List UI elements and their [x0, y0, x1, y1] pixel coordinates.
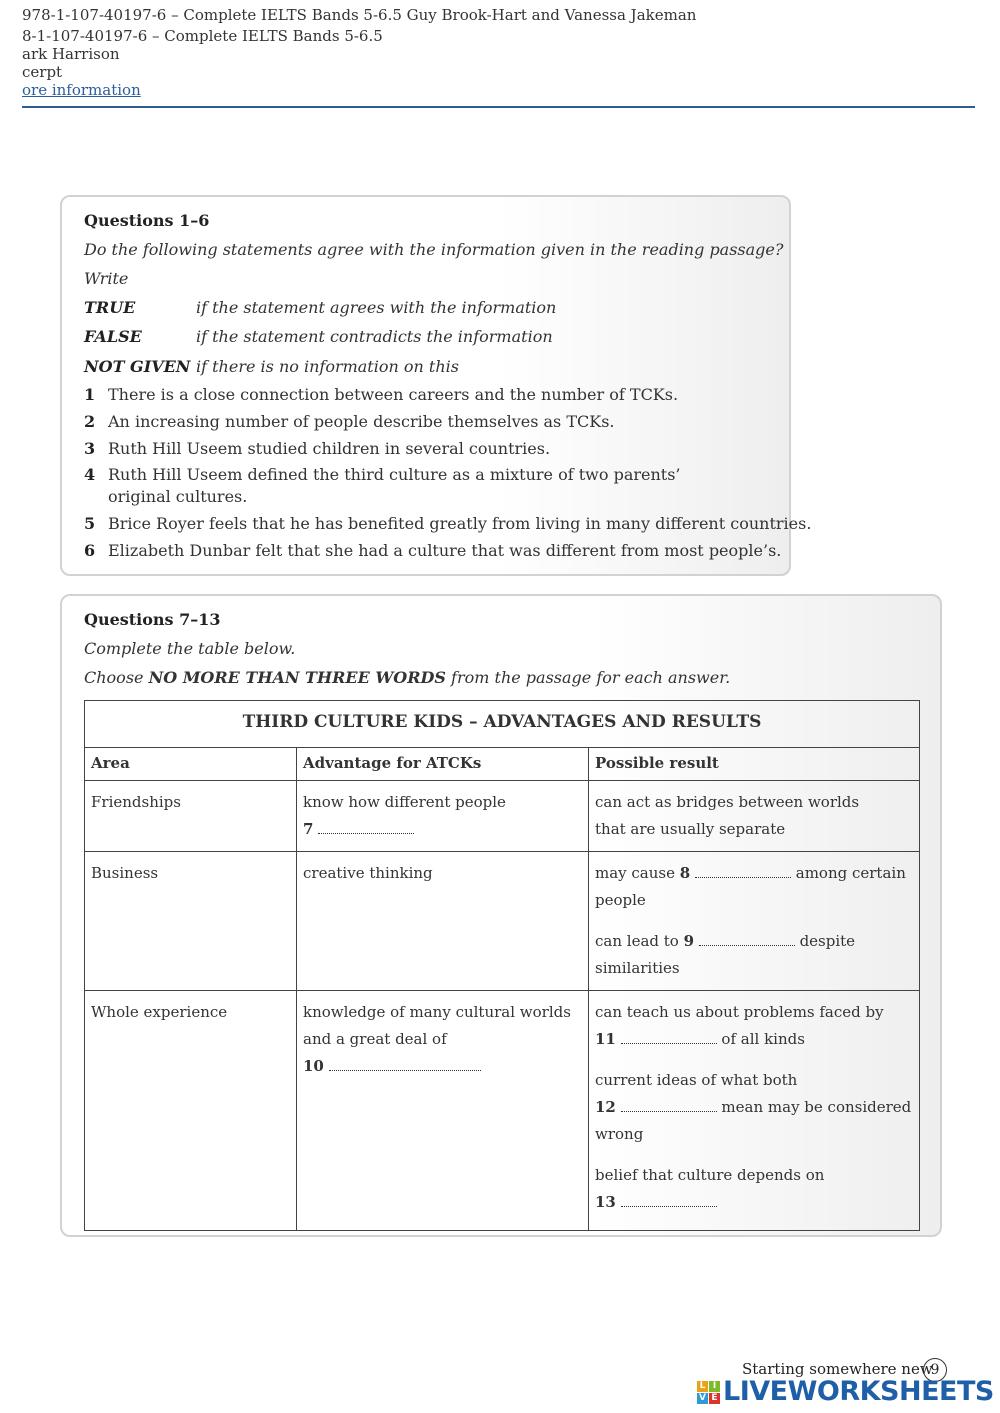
key-not-given-desc: if there is no information on this — [196, 357, 459, 376]
table-header-result: Possible result — [589, 748, 920, 781]
answer-blank-10[interactable] — [329, 1056, 481, 1071]
cell-area: Whole experience — [85, 991, 297, 1231]
questions-7-13-box — [60, 594, 942, 1237]
question-text: Elizabeth Dunbar felt that she had a culture that was different from most people’s. — [108, 541, 782, 560]
answer-blank-12[interactable] — [621, 1097, 717, 1112]
question-text: Brice Royer feels that he has benefited greatly from living in many different countries. — [108, 514, 812, 533]
header-excerpt: cerpt — [22, 63, 63, 81]
write-label: Write — [84, 269, 129, 288]
footer-unit-title: Starting somewhere new — [742, 1360, 933, 1378]
header-isbn: 8-1-107-40197-6 – Complete IELTS Bands 5-6.5 — [22, 27, 383, 45]
logo-letter: E — [709, 1393, 720, 1404]
result-line — [595, 1067, 913, 1148]
question-text: Ruth Hill Useem studied children in several countries. — [108, 439, 551, 458]
key-true-desc: if the statement agrees with the information — [196, 298, 557, 317]
question-number: 3 — [84, 439, 96, 458]
tck-table — [84, 700, 920, 1231]
cell-area: Friendships — [85, 781, 297, 852]
result-pre: can teach us about problems faced by — [595, 1003, 884, 1021]
gap-number: 13 — [595, 1193, 616, 1211]
result-line — [595, 999, 913, 1053]
header-author: ark Harrison — [22, 45, 120, 63]
gap-number: 9 — [683, 932, 695, 950]
section2-word-limit — [84, 668, 730, 687]
answer-blank-7[interactable] — [318, 819, 414, 834]
question-number: 4 — [84, 465, 96, 484]
gap-number: 8 — [679, 864, 691, 882]
gap-number: 11 — [595, 1030, 616, 1048]
question-number: 5 — [84, 514, 96, 533]
logo-letter: V — [697, 1393, 708, 1404]
instruction-post: from the passage for each answer. — [445, 668, 731, 687]
section1-title: Questions 1–6 — [84, 211, 210, 230]
result-line — [595, 928, 913, 982]
table-header-area: Area — [85, 748, 297, 781]
question-number: 1 — [84, 385, 96, 404]
section1-instruction: Do the following statements agree with the information given in the reading passage? — [84, 240, 784, 259]
table-row — [85, 852, 920, 991]
logo-letter: I — [709, 1381, 720, 1392]
questions-1-6-box — [60, 195, 812, 576]
result-line — [595, 1162, 913, 1216]
gap-number: 12 — [595, 1098, 616, 1116]
instruction-pre: Choose — [84, 668, 149, 687]
cell-result — [589, 991, 920, 1231]
cell-advantage — [297, 781, 589, 852]
cell-result — [589, 852, 920, 991]
result-pre: belief that culture depends on — [595, 1166, 825, 1184]
table-row — [85, 991, 920, 1231]
word-limit: NO MORE THAN THREE WORDS — [148, 668, 446, 687]
key-true: TRUE — [84, 298, 136, 317]
result-pre: may cause — [595, 864, 680, 882]
result-post: among certain people — [595, 864, 906, 909]
question-text: Ruth Hill Useem defined the third culture as a mixture of two parents’ original cultures. — [108, 465, 681, 506]
advantage-text: knowledge of many cultural worlds and a great deal of — [303, 1003, 571, 1048]
key-not-given: NOT GIVEN — [84, 357, 191, 376]
table-row — [85, 781, 920, 852]
question-text: An increasing number of people describe themselves as TCKs. — [108, 412, 615, 431]
key-false-desc: if the statement contradicts the information — [196, 327, 553, 346]
liveworksheets-logo-icon — [697, 1381, 721, 1405]
answer-blank-11[interactable] — [621, 1029, 717, 1044]
table-title: THIRD CULTURE KIDS – ADVANTAGES AND RESULTS — [85, 701, 920, 748]
cell-advantage: creative thinking — [297, 852, 589, 991]
result-line — [595, 860, 913, 914]
result-pre: current ideas of what both — [595, 1071, 798, 1089]
table-header-advantage: Advantage for ATCKs — [297, 748, 589, 781]
section2-instruction: Complete the table below. — [84, 639, 296, 658]
key-false: FALSE — [84, 327, 142, 346]
result-pre: can lead to — [595, 932, 684, 950]
advantage-text: know how different people — [303, 793, 506, 811]
gap-number: 7 — [303, 820, 314, 838]
answer-blank-9[interactable] — [699, 931, 795, 946]
liveworksheets-wordmark: LIVEWORKSHEETS — [723, 1376, 994, 1407]
question-number: 2 — [84, 412, 96, 431]
cell-advantage — [297, 991, 589, 1231]
logo-letter: L — [697, 1381, 708, 1392]
cell-result: can act as bridges between worlds that are usually separate — [589, 781, 920, 852]
result-post: of all kinds — [716, 1030, 805, 1048]
cell-area: Business — [85, 852, 297, 991]
question-text: There is a close connection between careers and the number of TCKs. — [108, 385, 679, 404]
result-post: mean may be considered wrong — [595, 1098, 912, 1143]
answer-blank-13[interactable] — [621, 1192, 717, 1207]
header-line-cut: 978-1-107-40197-6 – Complete IELTS Bands 5-6.5 Guy Brook-Hart and Vanessa Jakeman — [22, 6, 697, 24]
page-number: 9 — [923, 1358, 947, 1382]
section2-title: Questions 7–13 — [84, 610, 221, 629]
gap-number: 10 — [303, 1057, 324, 1075]
header-divider — [22, 106, 975, 108]
more-information-link[interactable]: ore information — [22, 81, 141, 99]
question-number: 6 — [84, 541, 96, 560]
result-post: despite similarities — [595, 932, 856, 977]
document-header — [0, 8, 1000, 108]
answer-blank-8[interactable] — [695, 863, 791, 878]
